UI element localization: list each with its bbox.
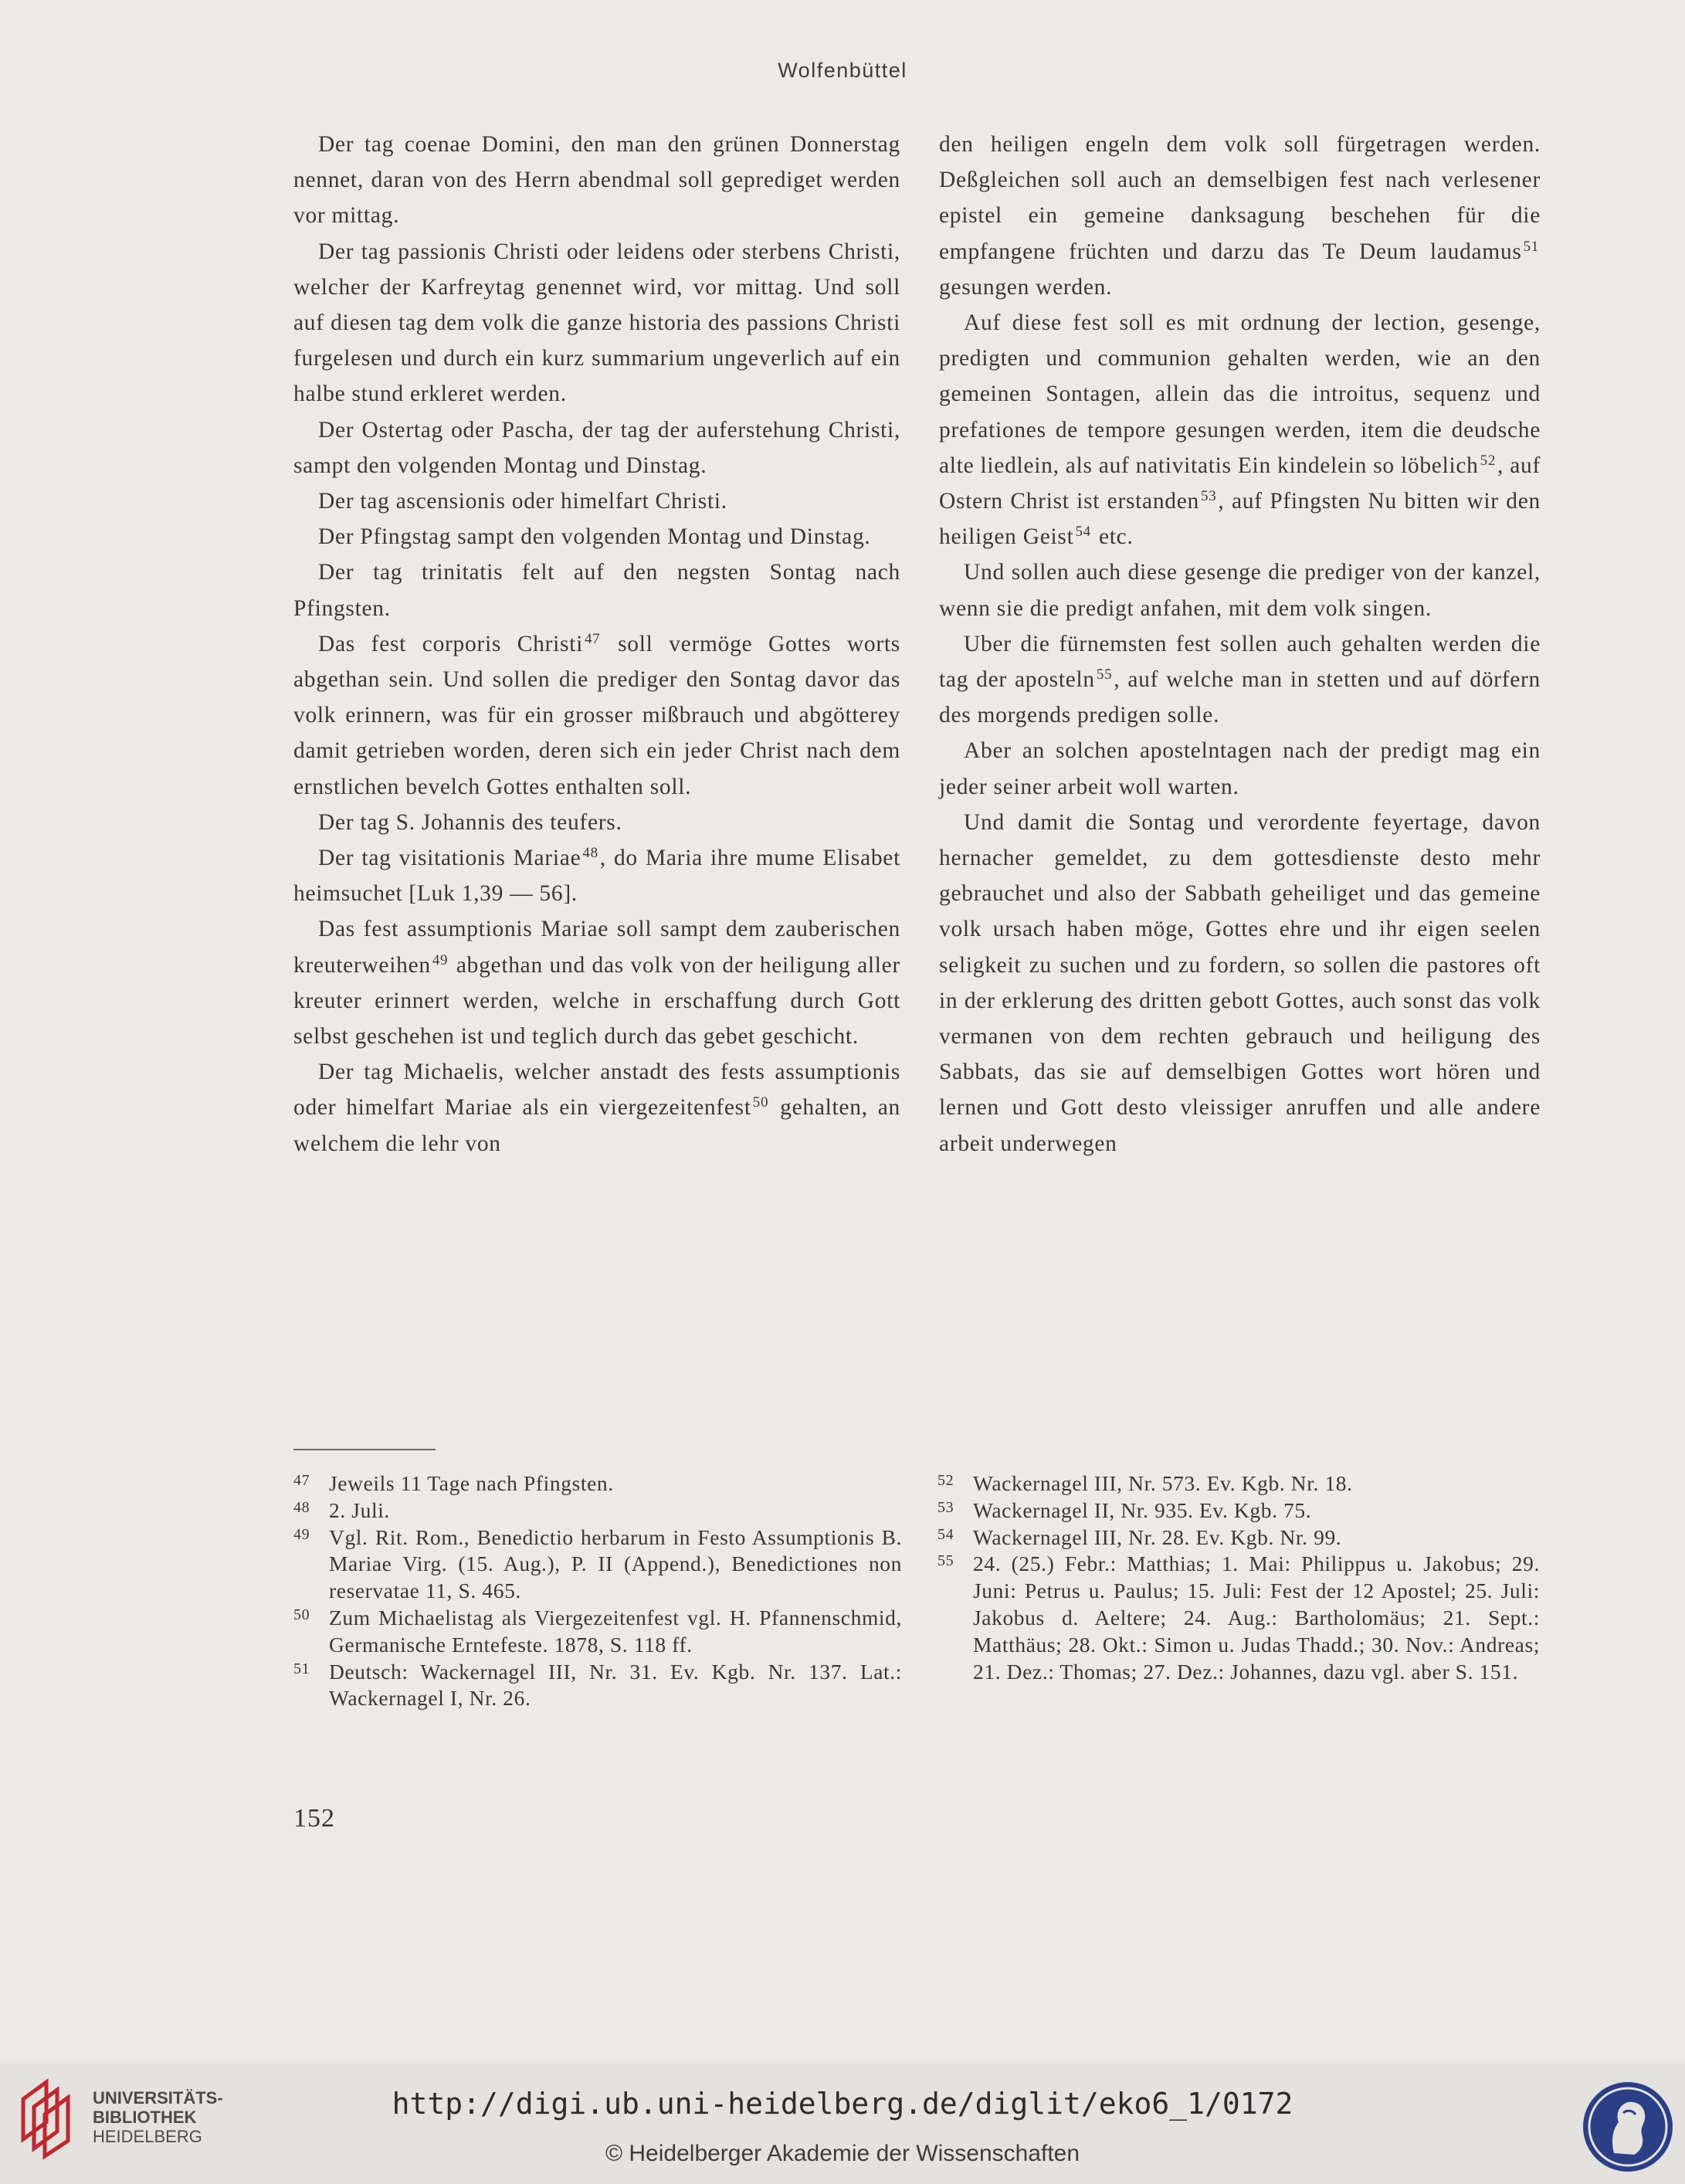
body-paragraph [293, 234, 900, 412]
body-paragraph [293, 412, 900, 483]
footnote-number: 55 [937, 1552, 954, 1570]
footnote-text: Wackernagel II, Nr. 935. Ev. Kgb. 75. [973, 1497, 1312, 1522]
footnote-reference: 47 [584, 630, 601, 647]
footnote-number: 53 [937, 1498, 954, 1516]
copyright-notice: © Heidelberger Akademie der Wissenschaften [605, 2141, 1080, 2166]
library-name-line3: HEIDELBERG [93, 2127, 202, 2146]
paragraph-text: den heiligen engeln dem volk soll fürgetragen werden. Deßgleichen soll auch an demselbigen fest nach verlesener epistel ein gemeine danksagung beschehen für die empfangene früchten und darzu das Te Deum laudamus [939, 132, 1541, 264]
footnote [937, 1497, 1540, 1524]
footnotes-right [937, 1470, 1540, 1685]
footnote [937, 1524, 1540, 1552]
body-paragraph [293, 805, 900, 840]
footnote [293, 1497, 902, 1524]
permalink-url[interactable]: http://digi.ub.uni-heidelberg.de/diglit/eko6_1/0172 [392, 2087, 1293, 2121]
paragraph-text: etc. [1092, 524, 1134, 550]
footnote-reference: 53 [1201, 488, 1217, 505]
paragraph-text: Auf diese fest soll es mit ordnung der lection, gesenge, predigten und communion gehalten werden, wie an den gemeinen Sontagen, allein das die introitus, sequenz und prefationes de tempore gesungen werden, item die deudsche alte liedlein, als auf nativitatis Ein kindelein so löbelich [939, 310, 1541, 478]
footnote-number: 47 [293, 1472, 310, 1489]
body-paragraph [939, 626, 1541, 734]
paragraph-text: , auf welche man in stetten und auf dörfern des morgends predigen solle. [939, 667, 1541, 728]
footnote [293, 1605, 902, 1659]
footnotes-left [293, 1470, 902, 1712]
paragraph-text: , auf Pfingsten Nu bitten wir den heiligen Geist [939, 489, 1541, 550]
footnote-number: 48 [293, 1498, 310, 1516]
paragraph-text: Der Ostertag oder Pascha, der tag der auferstehung Christi, sampt den volgenden Montag und Dinstag. [293, 417, 900, 478]
footnote-reference: 48 [582, 845, 598, 862]
body-paragraph [293, 1054, 900, 1162]
paragraph-text: Und damit die Sontag und verordente feyertage, davon hernacher gemeldet, zu dem gottesdienste desto mehr gebrauchet und also der Sabbath geheiliget und das gemeine volk ursach haben möge, Gottes ehre und ihr eigen seelen seligkeit zu suchen und zu fordern, so sollen die pastores oft in der erklerung des dritten gebott Gottes, auch sonst das volk vermanen von dem rechten gebrauch und heiligung des Sabbats, das sie auf demselbigen Gottes wort hören und lernen und Gott desto vleissiger anruffen und alle andere arbeit underwegen [939, 809, 1541, 1156]
paragraph-text: , auf Ostern Christ ist erstanden [939, 453, 1541, 514]
footnote-text: 24. (25.) Febr.: Matthias; 1. Mai: Philippus u. Jakobus; 29. Juni: Petrus u. Paulus; 15. Juli: Fest der 12 Apostel; 25. Juli: Jakobus d. Aeltere; 24. Aug.: Bartholomäus; 21. Sept.: Matthäus; 28. Okt.: Simon u. Judas Thadd.; 30. Nov.: Andreas; 21. Dez.: Thomas; 27. Dez.: Johannes, dazu vgl. aber S. 151. [973, 1552, 1540, 1684]
body-paragraph [293, 483, 900, 519]
running-head: Wolfenbüttel [778, 59, 907, 82]
body-paragraph [939, 305, 1541, 554]
body-paragraph [939, 127, 1541, 305]
body-paragraph [939, 733, 1541, 804]
paragraph-text: Und sollen auch diese gesenge die prediger von der kanzel, wenn sie die predigt anfahen, mit dem volk singen. [939, 560, 1541, 621]
footnote-number: 54 [937, 1525, 954, 1543]
footnote-reference: 49 [432, 951, 449, 968]
footnote-text: 2. Juli. [329, 1497, 390, 1522]
footnote [937, 1551, 1540, 1685]
paragraph-text: Uber die fürnemsten fest sollen auch gehalten werden die tag der aposteln [939, 631, 1541, 693]
body-paragraph [293, 626, 900, 805]
library-name-line2: BIBLIOTHEK [93, 2108, 197, 2127]
footnote [937, 1470, 1540, 1497]
footnote-text: Deutsch: Wackernagel III, Nr. 31. Ev. Kgb. Nr. 137. Lat.: Wackernagel I, Nr. 26. [329, 1659, 902, 1711]
body-paragraph [939, 805, 1541, 1162]
paragraph-text: Der tag Michaelis, welcher anstadt des fests assumptionis oder himelfart Mariae als ein viergezeitenfest [293, 1060, 900, 1121]
paragraph-text: gesungen werden. [939, 274, 1113, 300]
footnote-text: Wackernagel III, Nr. 28. Ev. Kgb. Nr. 99. [973, 1524, 1342, 1549]
footnote-text: Vgl. Rit. Rom., Benedictio herbarum in Festo Assumptionis B. Mariae Virg. (15. Aug.), P. II (Append.), Benedictiones non reservatae 11, S. 465. [329, 1524, 902, 1603]
footnote-divider [293, 1449, 436, 1450]
footnote-number: 50 [293, 1606, 310, 1623]
footnote-reference: 55 [1096, 666, 1113, 683]
footnote-reference: 50 [752, 1094, 769, 1111]
paragraph-text: Der tag ascensionis oder himelfart Christi. [318, 489, 727, 514]
paragraph-text: Das fest assumptionis Mariae soll sampt dem zauberischen kreuterweihen [293, 917, 900, 978]
footnote-text: Zum Michaelistag als Viergezeitenfest vgl. H. Pfannenschmid, Germanische Erntefeste. 1878, S. 118 ff. [329, 1605, 902, 1657]
paragraph-text: Das fest corporis Christi [318, 631, 583, 656]
paragraph-text: gehalten, an welchem die lehr von [293, 1095, 900, 1156]
library-name-line1: UNIVERSITÄTS- [93, 2088, 223, 2108]
paragraph-text: Der tag trinitatis felt auf den negsten Sontag nach Pfingsten. [293, 560, 900, 621]
body-paragraph [293, 840, 900, 911]
paragraph-text: Der tag S. Johannis des teufers. [318, 809, 622, 835]
footnote [293, 1659, 902, 1713]
paragraph-text: Der Pfingstag sampt den volgenden Montag und Dinstag. [318, 524, 871, 550]
body-paragraph [293, 519, 900, 554]
paragraph-text: , do Maria ihre mume Elisabet heimsuchet [Luk 1,39 — 56]. [293, 846, 900, 907]
footnote-number: 51 [293, 1660, 310, 1677]
academy-seal-icon[interactable] [1580, 2079, 1676, 2175]
paragraph-text: Der tag coenae Domini, den man den grünen Donnerstag nennet, daran von des Herrn abendmal soll geprediget werden vor mittag. [293, 132, 900, 229]
paragraph-text: Der tag visitationis Mariae [318, 846, 581, 871]
footnote-number: 49 [293, 1525, 310, 1543]
footnote-reference: 54 [1075, 524, 1091, 541]
body-paragraph [939, 554, 1541, 626]
footnote-text: Jeweils 11 Tage nach Pfingsten. [329, 1471, 614, 1495]
paragraph-text: soll vermöge Gottes worts abgethan sein. Und sollen die prediger den Sontag davor das volk erinnern, was für ein grosser mißbrauch und abgötterey damit getrieben worden, deren sich ein jeder Christ nach dem ernstlichen bevelch Gottes enthalten soll. [293, 631, 900, 799]
body-paragraph [293, 911, 900, 1054]
footnote-reference: 51 [1523, 238, 1539, 255]
paragraph-text: abgethan und das volk von der heiligung aller kreuter erinnert werden, welche in erschaffung durch Gott selbst geschehen ist und teglich durch das gebet geschicht. [293, 952, 900, 1050]
footnote-number: 52 [937, 1472, 954, 1489]
footnote [293, 1470, 902, 1497]
body-paragraph [293, 554, 900, 626]
footnote-text: Wackernagel III, Nr. 573. Ev. Kgb. Nr. 18. [973, 1471, 1353, 1495]
body-paragraph [293, 127, 900, 234]
paragraph-text: Der tag passionis Christi oder leidens oder sterbens Christi, welcher der Karfreytag genennet wird, vor mittag. Und soll auf diesen tag dem volk die ganze historia des passions Christi furgelesen und durch ein kurz summarium ungeverlich auf ein halbe stund erkleret werden. [293, 239, 900, 407]
paragraph-text: Aber an solchen apostelntagen nach der predigt mag ein jeder seiner arbeit woll warten. [939, 738, 1541, 799]
footnote [293, 1524, 902, 1605]
left-text-column [293, 127, 900, 1162]
page-number: 152 [293, 1804, 335, 1833]
right-text-column [939, 127, 1541, 1162]
footnote-reference: 52 [1480, 452, 1497, 469]
